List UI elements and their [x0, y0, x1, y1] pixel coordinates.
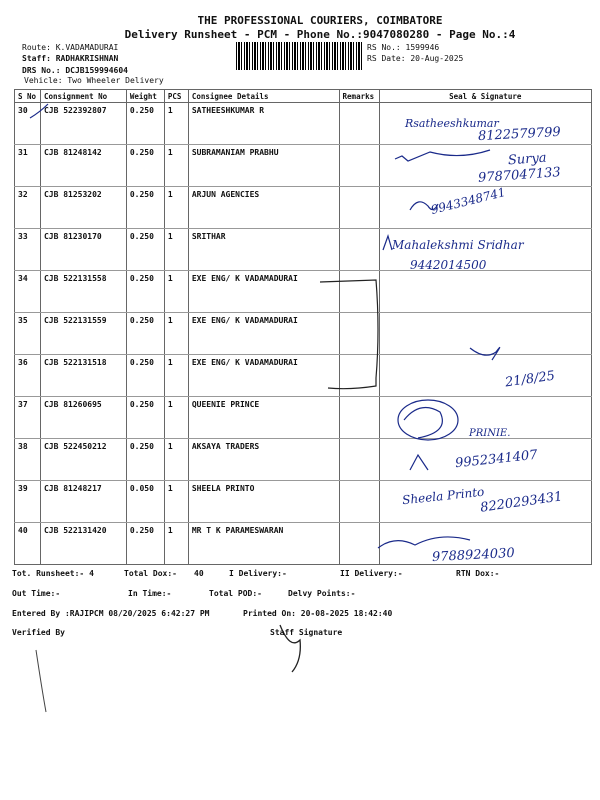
handwritten-date: 21/8/25	[504, 368, 556, 391]
total-dox-value: 40	[194, 569, 204, 578]
in-time: In Time:-	[128, 589, 172, 598]
rs-number: RS No.: 1599946	[367, 43, 440, 52]
cell-cno: CJB 522131559	[40, 313, 126, 355]
handwritten-phone: 9787047133	[477, 165, 562, 186]
tick-mark	[30, 104, 48, 118]
i-delivery: I Delivery:-	[229, 569, 287, 578]
total-pod: Total POD:-	[209, 589, 262, 598]
cell-consignee: EXE ENG/ K VADAMADURAI	[188, 313, 339, 355]
cell-consignee: EXE ENG/ K VADAMADURAI	[188, 355, 339, 397]
verified-by: Verified By	[12, 628, 65, 637]
seal-scribble	[404, 408, 442, 439]
cell-sno: 31	[15, 145, 41, 187]
cell-sno: 36	[15, 355, 41, 397]
drs-label: DRS No.:	[22, 66, 61, 75]
vehicle: Vehicle: Two Wheeler Delivery	[24, 76, 164, 85]
staff-label: Staff:	[22, 54, 51, 63]
cell-pcs: 1	[164, 271, 188, 313]
cell-weight: 0.250	[126, 439, 164, 481]
cell-weight: 0.250	[126, 313, 164, 355]
cell-cno: CJB 522450212	[40, 439, 126, 481]
signature-scribble	[410, 455, 428, 470]
cell-pcs: 1	[164, 187, 188, 229]
seal-scribble	[398, 400, 458, 440]
cell-cno: CJB 522131420	[40, 523, 126, 565]
cell-sno: 33	[15, 229, 41, 271]
cell-pcs: 1	[164, 397, 188, 439]
cell-weight: 0.250	[126, 187, 164, 229]
col-header: Seal & Signature	[379, 90, 591, 103]
handwritten-phone: 9943348741	[429, 184, 507, 218]
cell-sno: 40	[15, 523, 41, 565]
cell-consignee: ARJUN AGENCIES	[188, 187, 339, 229]
cell-weight: 0.250	[126, 523, 164, 565]
cell-pcs: 1	[164, 355, 188, 397]
handwritten-signature: Mahalekshmi Sridhar	[392, 238, 524, 252]
cell-weight: 0.250	[126, 145, 164, 187]
rtn-dox: RTN Dox:-	[456, 569, 500, 578]
bracket-mark	[320, 280, 378, 389]
col-header: Weight	[126, 90, 164, 103]
staff-name: RADHAKRISHNAN	[55, 54, 119, 63]
signature-scribble	[395, 150, 490, 161]
cell-sno: 30	[15, 103, 41, 145]
handwritten-phone: 8122579799	[477, 124, 562, 145]
col-header: Consignment No	[40, 90, 126, 103]
cell-cno: CJB 81248217	[40, 481, 126, 523]
route: Route: K.VADAMADURAI	[22, 43, 119, 52]
total-dox-label: Total Dox:-	[124, 569, 177, 578]
cell-weight: 0.250	[126, 271, 164, 313]
runsheet-subtitle: Delivery Runsheet - PCM - Phone No.:9047080280 - Page No.:4	[124, 28, 516, 41]
rs-date: RS Date: 20-Aug-2025	[367, 54, 464, 63]
col-header: PCS	[164, 90, 188, 103]
col-header: S No	[15, 90, 41, 103]
cell-weight: 0.250	[126, 103, 164, 145]
ii-delivery: II Delivery:-	[340, 569, 403, 578]
cell-cno: CJB 81248142	[40, 145, 126, 187]
tot-runsheet: Tot. Runsheet:- 4	[12, 569, 94, 578]
company-name: THE PROFESSIONAL COURIERS, COIMBATORE	[197, 14, 443, 27]
col-header: Remarks	[339, 90, 379, 103]
cell-sno: 38	[15, 439, 41, 481]
cell-pcs: 1	[164, 523, 188, 565]
cell-weight: 0.050	[126, 481, 164, 523]
cell-pcs: 1	[164, 313, 188, 355]
cell-cno: CJB 522131518	[40, 355, 126, 397]
cell-pcs: 1	[164, 145, 188, 187]
cell-cno: CJB 522392807	[40, 103, 126, 145]
delvy-points: Delvy Points:-	[288, 589, 356, 598]
cell-weight: 0.250	[126, 397, 164, 439]
cell-consignee: SHEELA PRINTO	[188, 481, 339, 523]
signature-scribble	[410, 202, 438, 210]
signature-scribble	[378, 537, 470, 548]
cell-consignee: AKSAYA TRADERS	[188, 439, 339, 481]
out-time: Out Time:-	[12, 589, 61, 598]
cell-weight: 0.250	[126, 229, 164, 271]
handwritten-signature: Surya	[507, 150, 548, 169]
cell-pcs: 1	[164, 103, 188, 145]
cell-cno: CJB 522131558	[40, 271, 126, 313]
col-header: Consignee Details	[188, 90, 339, 103]
cell-consignee: SRITHAR	[188, 229, 339, 271]
entered-by: Entered By :RAJIPCM 08/20/2025 6:42:27 PM	[12, 609, 210, 618]
handwritten-signature: Sheela Printo	[401, 484, 485, 508]
cell-sno: 37	[15, 397, 41, 439]
verified-mark	[36, 650, 46, 712]
cell-consignee: SUBRAMANIAM PRABHU	[188, 145, 339, 187]
cell-consignee: MR T K PARAMESWARAN	[188, 523, 339, 565]
drs-number: DCJB159994604	[65, 66, 128, 75]
handwritten-phone: 9788924030	[431, 545, 516, 566]
cell-pcs: 1	[164, 439, 188, 481]
cell-sno: 34	[15, 271, 41, 313]
staff-signature: Staff Signature	[270, 628, 343, 637]
printed-on: Printed On: 20-08-2025 18:42:40	[243, 609, 393, 618]
signature-scribble	[383, 236, 392, 250]
cell-weight: 0.250	[126, 355, 164, 397]
handwritten-phone: 9442014500	[410, 258, 487, 272]
cell-sno: 35	[15, 313, 41, 355]
handwritten-signature: PRINIE.	[469, 428, 511, 439]
cell-pcs: 1	[164, 229, 188, 271]
cell-cno: CJB 81260695	[40, 397, 126, 439]
cell-cno: CJB 81230170	[40, 229, 126, 271]
cell-pcs: 1	[164, 481, 188, 523]
cell-consignee: QUEENIE PRINCE	[188, 397, 339, 439]
cell-sno: 39	[15, 481, 41, 523]
handwritten-signature: Rsatheeshkumar	[405, 117, 499, 130]
cell-cno: CJB 81253202	[40, 187, 126, 229]
handwritten-phone: 8220293431	[479, 489, 564, 516]
signature-scribble	[470, 348, 500, 361]
cell-consignee: SATHEESHKUMAR R	[188, 103, 339, 145]
cell-sno: 32	[15, 187, 41, 229]
cell-consignee: EXE ENG/ K VADAMADURAI	[188, 271, 339, 313]
handwritten-phone: 9952341407	[454, 447, 539, 472]
